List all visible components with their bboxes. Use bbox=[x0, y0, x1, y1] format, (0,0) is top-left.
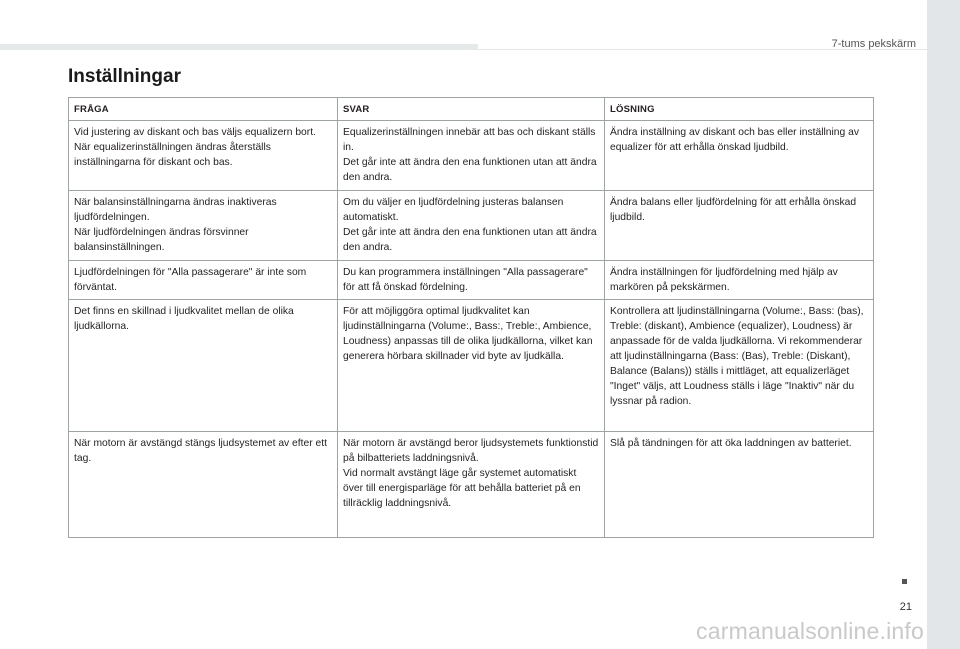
troubleshooting-table bbox=[68, 97, 874, 538]
answer-cell: Equalizerinställningen innebär att bas och diskant ställs in. Det går inte att ändra den ena funktionen utan att ändra den andra. bbox=[338, 121, 605, 191]
chapter-label: 7-tums pekskärm bbox=[831, 38, 916, 50]
answer-cell: För att möjliggöra optimal ljudkvalitet kan ljudinställningarna (Volume:, Bass:, Treble:, Ambience, Loudness) anpassas till de olika ljudkällorna, vilket kan generera hörbara skillnader vid byte av ljudkälla. bbox=[338, 300, 605, 432]
answer-cell: Om du väljer en ljudfördelning justeras balansen automatiskt. Det går inte att ändra den ena funktionen utan att ändra den andra. bbox=[338, 191, 605, 261]
answer-cell: När motorn är avstängd beror ljudsystemets funktionstid på bilbatteriets laddningsnivå. Vid normalt avstängt läge går systemet automatiskt över till energisparläge för att behålla batteriet på en tillräcklig laddningsnivå. bbox=[338, 432, 605, 538]
page-number: 21 bbox=[899, 601, 912, 613]
solution-cell: Slå på tändningen för att öka laddningen av batteriet. bbox=[605, 432, 874, 538]
column-header-question: FRÅGA bbox=[69, 98, 338, 121]
solution-cell: Ändra balans eller ljudfördelning för att erhålla önskad ljudbild. bbox=[605, 191, 874, 261]
header-rule-accent bbox=[0, 44, 478, 50]
table-row bbox=[69, 191, 874, 261]
solution-cell: Ändra inställningen för ljudfördelning med hjälp av markören på pekskärmen. bbox=[605, 261, 874, 300]
question-cell: När balansinställningarna ändras inaktiveras ljudfördelningen. När ljudfördelningen ändras försvinner balansinställningen. bbox=[69, 191, 338, 261]
watermark: carmanualsonline.info bbox=[696, 618, 924, 644]
column-header-solution: LÖSNING bbox=[605, 98, 874, 121]
table-row bbox=[69, 121, 874, 191]
question-cell: Det finns en skillnad i ljudkvalitet mellan de olika ljudkällorna. bbox=[69, 300, 338, 432]
solution-cell: Kontrollera att ljudinställningarna (Volume:, Bass: (bas), Treble: (diskant), Ambience (equalizer), Loudness) är anpassade för de valda ljudkällorna. Vi rekommenderar att ljudinställningarna (Bass: (Bas), Treble: (Diskant), Balance (Balans)) ställs i mittläget, att equalizerläget "Inget" väljs, att Loudness ställs i läge "Inaktiv" när du lyssnar på radion. bbox=[605, 300, 874, 432]
page-title: Inställningar bbox=[68, 66, 181, 87]
solution-cell: Ändra inställning av diskant och bas eller inställning av equalizer för att erhålla önskad ljudbild. bbox=[605, 121, 874, 191]
table-row bbox=[69, 300, 874, 432]
question-cell: Vid justering av diskant och bas väljs equalizern bort. När equalizerinställningen ändras återställs inställningarna för diskant och bas. bbox=[69, 121, 338, 191]
question-cell: Ljudfördelningen för "Alla passagerare" är inte som förväntat. bbox=[69, 261, 338, 300]
continuation-marker bbox=[902, 579, 907, 584]
question-cell: När motorn är avstängd stängs ljudsystemet av efter ett tag. bbox=[69, 432, 338, 538]
table-header-row bbox=[69, 98, 874, 121]
answer-cell: Du kan programmera inställningen "Alla passagerare" för att få önskad fördelning. bbox=[338, 261, 605, 300]
page-edge-strip bbox=[927, 0, 960, 649]
column-header-answer: SVAR bbox=[338, 98, 605, 121]
table-row bbox=[69, 432, 874, 538]
table-row bbox=[69, 261, 874, 300]
